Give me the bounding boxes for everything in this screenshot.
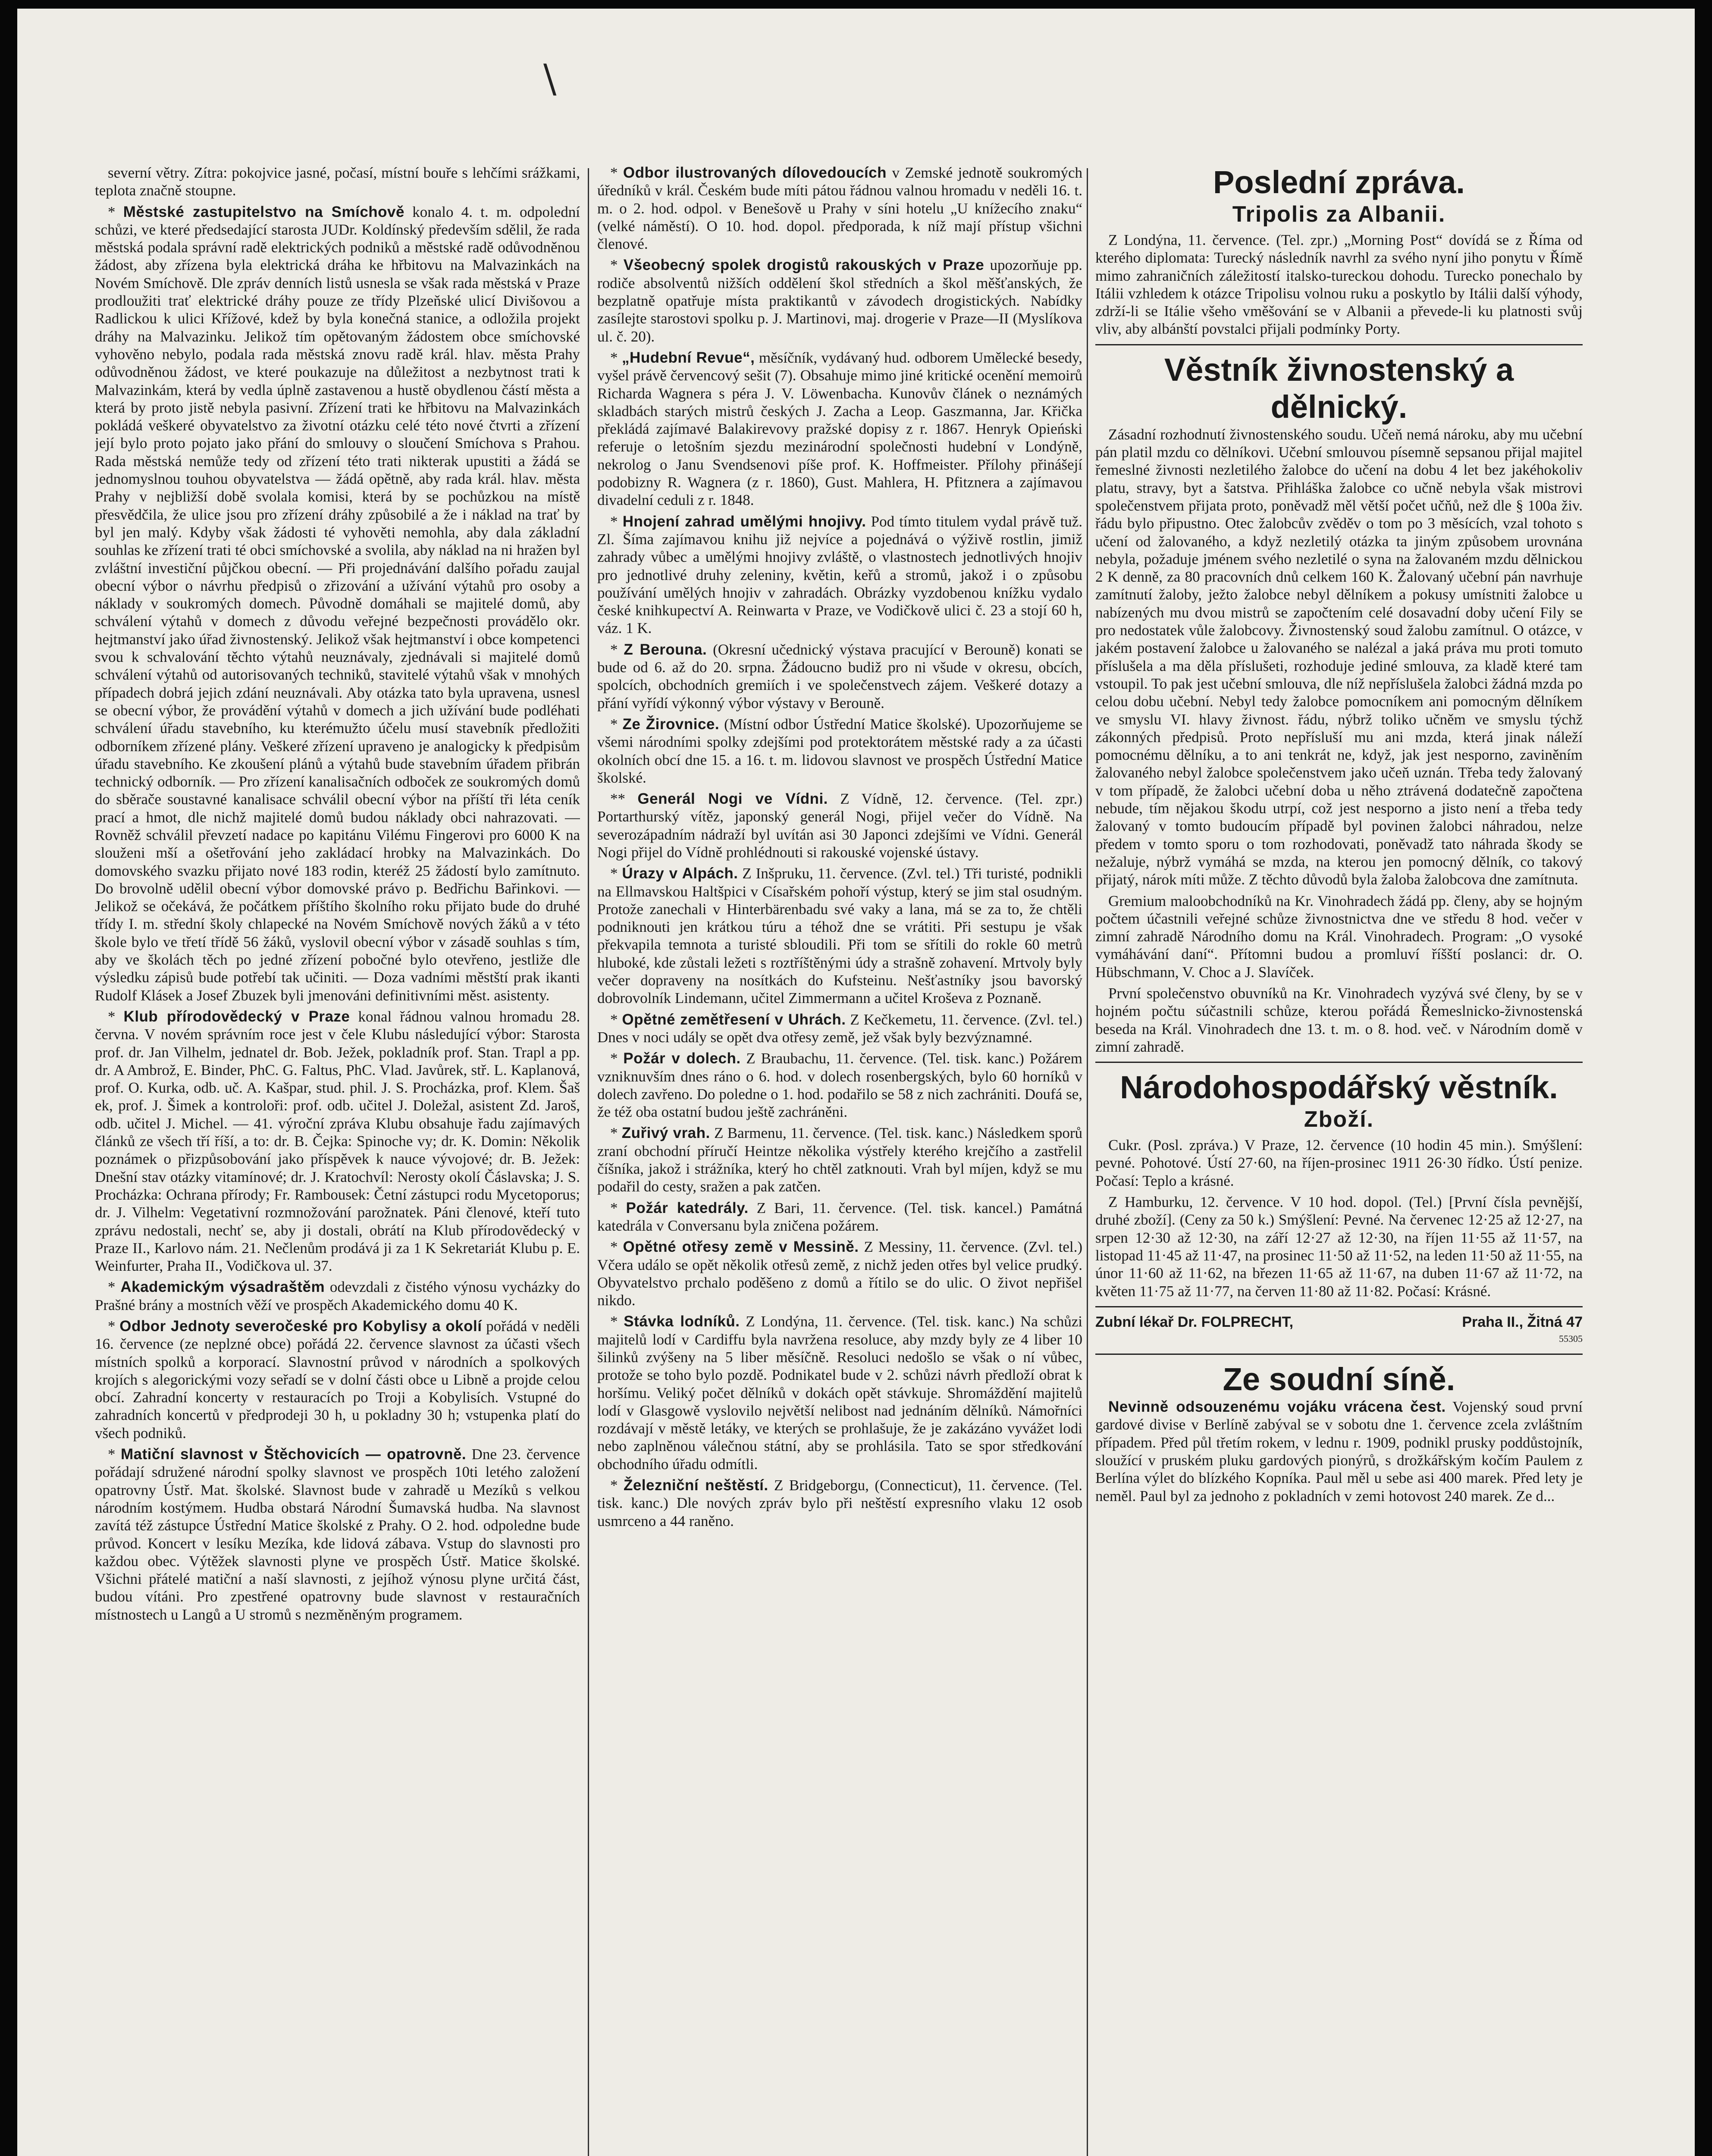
dentist-name: Zubní lékař Dr. FOLPRECHT, <box>1095 1313 1294 1330</box>
section-title-latest-news: Poslední zpráva. <box>1213 164 1465 200</box>
ad-number: 55305 <box>1559 1333 1583 1344</box>
divider <box>1095 344 1583 345</box>
article-fertilizers: * Hnojení zahrad umělými hnojivy. Pod tímto titulem vydal právě tuž. Zl. Šíma zajímavou knihu již nejvíce a pojednává o výživě rostlin, jimiž zahrady vůbec a umělými hnojivy zvláště, o vlastnostech jednotlivých hnojiv pro jednotlivé druhy zeleniny, květin, keřů a stromů, jakož i o způsobu používání umělých hnojiv v zahradách. Obrázky vyzdobenou knížku vydalo české knihkupectví A. Reinwarta v Praze, ve Vodičkově ulici č. 23 a stojí 60 h, váz. 1 K. <box>597 513 1082 637</box>
column-middle <box>597 164 1082 2156</box>
article-lead: Zuřivý vrah. <box>621 1125 710 1142</box>
article-shoemakers <box>1095 984 1583 1056</box>
article-text: upozorňuje pp. rodiče absolventů nižších oddělení škol středních a škol měšťanských, že bezplatně opatřuje místa praktikantů v závodech drogistických. Nabídky zasílejte starostovi spolku p. J. Martinovi, maj. drogerie v Praze—II (Myslíkova ul. č. 20). <box>597 257 1082 345</box>
article-text: Z Vídně, 12. července. (Tel. zpr.) Portarthurský vítěz, japonský generál Nogi, přijel večer do Vídně. Na severozápadním nádraží byl uvítán asi 30 Japonci zdejšími ve Vídni. Generál Nogi přijel do Vídně prohlédnouti si rakouské vojenské ústavy. <box>597 790 1082 861</box>
article-lead: Matiční slavnost v Štěchovicích — opatrovně. <box>121 1446 467 1463</box>
article-earthquake-hungary: * Opětné zemětřesení v Uhrách. Z Kečkemetu, 11. července. (Zvl. tel.) Dnes v noci udály se opět dva otřesy země, jež však byly bezvýznamné. <box>597 1011 1082 1046</box>
article-general-nogi: ** Generál Nogi ve Vídni. Z Vídně, 12. července. (Tel. zpr.) Portarthurský vítěz, japonský generál Nogi, přijel večer do Vídně. Na severozápadním nádraží byl uvítán asi 30 Japonci zdejšími ve Vídni. Generál Nogi přijel do Vídně prohlédnouti si rakouské vojenské ústavy. <box>597 790 1082 861</box>
article-music-revue: * „Hudební Revue“, měsíčník, vydávaný hud. odborem Umělecké besedy, vyšel právě červencový sešit (7). Obsahuje mimo jiné kritické ocenění memoirů Richarda Wagnera s péra J. V. Löwenbacha. Kunovův článek o neznámých skladbách starých mistrů českých J. Zacha a Leop. Gaszmanna, Jar. Křička překládá zajímavé Balakirevovy pražské dopisy z r. 1867. Henryk Opieński referuje o letošním sjezdu mezinárodní společnosti hudební v Londýně, nekrolog o Janu Svendsenovi píše prof. K. Hoffmeister. Přílohy přinášejí podobizny R. Wagnera (z r. 1860), Gust. Mahlera, H. Pfitznera a zajímavou divadelní ceduli z r. 1848. <box>597 349 1082 509</box>
article-lead: Z Berouna. <box>624 641 707 658</box>
section-title-trade: Věstník živnostenský a dělnický. <box>1164 351 1514 425</box>
article-text: konal řádnou valnou hromadu 28. června. V novém správním roce jest v čele Klubu následující výbor: Starosta prof. dr. Jan Vilhelm, jednatel dr. Bob. Ježek, pokladník prof. Stan. Trapl a pp. dr. A Ambrož, E. Binder, PhC. G. Faltus, PhC. Vlad. Javůrek, stř. L. Kaplanová, prof. O. Kurka, odb. uč. A. Kašpar, stud. phil. J. S. Procházka, prof. Klem. Šaš ek, prof. J. Šimek a kontroloři: prof. odb. učitel J. Doležal, asistent Zd. Jaroš, odb. učitel J. Michel. — 41. výroční zpráva Klubu obsahuje řadu zajímavých článků ze všech tří říší, a to: dr. B. Čejka: Spinoche vy; dr. K. Domin: Několik poznámek o přizpůsobování jako příspěvek k nauce vývojové; dr. B. Ježek: Dnešní stav otázky vitamínové; dr. J. Kratochvíl: Nerosty okolí Čáslavska; J. S. Procházka: Ochrana přírody; Fr. Rambousek: Četní zástupci rodu Mycetoporus; dr. J. Vilhelm: Vegetativní rozmnožování parožnatek. Páni členové, kteří tuto zprávu nedostali, nechť se, aby ji dostali, obrátí na Klub přírodovědecký v Praze II., Karlovo nám. 21. Nečlenům prodává ji za 1 K Sekretariát Klubu p. E. Weinfurter, Praha II., Vodičkova ul. 37. <box>95 1008 580 1275</box>
article-text: konalo 4. t. m. odpolední schůzi, ve které předsedající starosta JUDr. Koldínský především sdělil, že rada městská podala správní radě elektrických podniků a městské radě odůvodněnou žádost, aby zřízena byla elektrická dráha ke hřbitovu na Malvazinkách na Novém Smíchově. Dle zpráv denních listů usnesla se však rada městská v Praze prodloužiti trať elektrické dráhy pouze ze třídy Plzeňské ulicí Divišovou a Radlickou k ulici Křížové, kdež by byla konečná stanice, a odložila projekt dráhy na Malvazinku. Jelikož tím opětovaným žádostem obce smíchovské vyhověno nebylo, podala rada městská znovu radě král. hlav. města Prahy odůvodněnou žádost, ve které poukazuje na důležitost a nezbytnost trati k Malvazinkám, která by vedla úplně zastavenou a hustě obydlenou částí města a která by proto jistě nebyla pasivní. Zřízení trati ke hřbitovu na Malvazinkách pokládá veškeré obyvatelstvo za životní otázku celé této nové čtvrti a zřízení její bylo proto pojato jako přání do smlouvy o sloučení Smíchova s Prahou. Rada městská nemůže tedy od zřízení této trati nikterak upustiti a žádá se jednomyslnou touhou obyvatelstva — žádá opětně, aby rada král. hlav. města Prahy v nejbližší době svolala komisi, která by se pochůzkou na místě přesvědčila, že ulice jsou pro zřízení dráhy způsobilé a že i náklad na trať by byl jen malý. Kdyby však žádosti té vyhověti nemohla, aby dala základní souhlas ke zřízení trati té obci smíchovské a svolila, aby náklad na ni hražen byl zvláštní investiční půjčkou obecní. — Při projednávání dalšího pořadu zaujal obecní výbor o návrhu předpisů o zřizování a užívání výtahů pro osoby a náklady v soukromých domech. Původně domáhali se majitelé domů, aby schválení výtahů v domech z důvodu veřejné bezpečnosti provádělo okr. hejtmanství jako úřad živnostenský. Jelikož však hejtmanství i obce kompetenci svou k schvalování těchto výtahů neuznávaly, zjednávali si majitelé domů schválení výtahů od autorisovaných techniků, stavitelé výtahů však v mnohých případech dobrá jejich zdání neuznávali. Aby otázka tato byla upravena, usnesl se obecní výbor, že provádění výtahů v domech a jich užívání bude podléhati schválení úřadu stavebního, ku kterémužto účelu musí stavebník předložiti odborníkem zřízené plány. Veškeré zřízení upraveno je analogicky k předpisům úřadu stavebního. Ke zkoušení plánů a výtahů bude stavebním úřadem přibrán technický odborník. — Pro zřízení kanalisačních odboček ze soukromých domů do sběrače soustavné kanalisace schválil obecní výbor na příští tři léta ceník prací a hmot, dle nichž majitelé domů budou náklady obci nahrazovati. — Rovněž schválil převzetí nadace po kapitánu Vilému Fingerovi pro 6000 K na slouženi mší a ošetřování jeho zakládací hrobky na Malvazinkách. Do domovského svazku přijato nové 183 rodin, kteréž 25 žádostí bylo zamítnuto. Do brovolně udělil obecní výbor domovské právo p. Bedřichu Bařinkovi. — Jelikož se očekává, že počátkem příštího školního roku přijato bude do druhé třídy I. m. střední školy chlapecké na Novém Smíchově nových žáků a v této škole bylo ve třetí třídě 56 žáků, vyslovil obecní výbor v zásadě souhlas s tím, aby ve školách těch po jedné zřízení pobočné bylo otevřeno, jestliže dle výsledku zápisů bude potřebí tak učiniti. — Doza vadními městští prak ikanti Rudolf Klásek a Josef Zbuzek byli jmenováni definitivními měst. asistenty. <box>95 203 580 1004</box>
divider <box>1095 1062 1583 1063</box>
section-subtitle: Tripolis za Albanii. <box>1232 202 1446 227</box>
article-lead: Akademickým výsadraštěm <box>120 1279 325 1296</box>
article-lead: Nevinně odsouzenému vojáku vrácena čest. <box>1108 1398 1446 1416</box>
article-lead: Železniční neštěstí. <box>623 1477 768 1494</box>
article-text: Dne 23. července pořádají sdružené národní spolky slavnost ve prospěch 10ti letého založení opatrovny Ústř. Mat. školské. Slavnost bude v zahradě u Mezíků s velkou národním kostýmem. Hudba obstará Národní Šumavská hudba. Na slavnost zavítá též zástupce Ústřední Matice školské z Prahy. O 2. hod. odpoledne bude průvod. Koncert v lesíku Mezíka, kde lidová zábava. Vstup do slavnosti pro každou obec. Výtěžek slavnosti plyne ve prospěch Ústř. Matice školské. Všichni přátelé matiční a naší slavnosti, z jejíhož výnosu plyne určitá část, budou vítáni. Pro zpestřené opatrovny bude slavnost v restauračních místnostech u Langů a U stromů s nezměněným programem. <box>95 1446 580 1623</box>
section-title-economy: Národohospodářský věstník. <box>1120 1069 1558 1106</box>
article-railway: * Železniční neštěstí. Z Bridgeborgu, (Connecticut), 11. července. (Tel. tisk. kanc.) Dle nových zpráv bylo při neštěstí expresního vlaku 12 osob usmrceno a 44 raněno. <box>597 1477 1082 1529</box>
article-beroun: * Z Berouna. (Okresní učednický výstava pracující v Berouně) konati se bude od 6. až do 20. srpna. Žádoucno budiž pro ni všude v okresu, obcích, spolcích, obchodních gremiích i ve společenstvech zájem. Veškeré dotazy a přání vyřídí výkonný výbor výstavy v Berouně. <box>597 641 1082 711</box>
article-lead: Odbor Jednoty severočeské pro Kobylisy a okolí <box>119 1318 482 1335</box>
article-text: Z Kečkemetu, 11. července. (Zvl. tel.) Dnes v noci udály se opět dva otřesy země, jež však byly bezvýznamné. <box>597 1011 1082 1046</box>
dentist-ad <box>1095 1313 1583 1331</box>
article-alps: * Úrazy v Alpách. Z Inšpruku, 11. července. (Zvl. tel.) Tři turisté, podnikli na Ellmavskou Haltšpici v Císařském pohoří výstup, který se jim stal osudným. Protože zanechali v Hinterbärenbadu své vaky a lana, má se za to, že chtěli podniknouti jen krátkou túru a téhož dne se vrátiti. Při sestupu je však překvapila temnota a turisté sbloudili. Při tom se sřítili do rokle 60 metrů hluboké, kde zůstali ležeti s roztříštěnými údy a strašně zohavení. Mrtvoly byly večer dopraveny na nosítkách do Kufsteinu. Nešťastníky jsou bavorský dobrovolník Lindemann, učitel Zimmermann a učitel Kroševa z Poznaně. <box>597 865 1082 1007</box>
article-text: Z Bridgeborgu, (Connecticut), 11. července. (Tel. tisk. kanc.) Dle nových zpráv bylo při neštěstí expresního vlaku 12 osob usmrceno a 44 raněno. <box>597 1477 1082 1529</box>
article-lead: Stávka lodníků. <box>624 1313 740 1330</box>
article-text: První společenstvo obuvníků na Kr. Vinohradech vyzývá své členy, by se v hojném počtu súčastnili schůze, kterou pořádá Řemeslnicko-živnostenská beseda na Král. Vinohradech dne 13. t. m. o 8. hod. več. v Národním domě v zimní zahradě. <box>1095 984 1583 1055</box>
article-kobylisy: * Odbor Jednoty severočeské pro Kobylisy a okolí pořádá v neděli 16. července (ze neplzné obce) pořádá 22. července slavnost za účasti všech místních spolků a korporací. Slavnostní průvod v národních a spolkových krojích s alegorickými vozy seřadí se v dolní části obce u Libně a projde celou obcí. Zahradní koncerty v restauracích po Troji a Kobylisích. Vstupné do zahradních koncertů v předprodeji 30 h, u pokladny 30 h; vstupenka platí do všech podniků. <box>95 1318 580 1442</box>
article-cathedral: * Požár katedrály. Z Bari, 11. července. (Tel. tisk. kancel.) Památná katedrála v Conversanu byla zničena požárem. <box>597 1199 1082 1234</box>
divider <box>1095 1306 1583 1307</box>
article-lead: Odbor ilustrovaných dílovedoucích <box>623 164 887 181</box>
article-lead: Hnojení zahrad umělými hnojivy. <box>622 513 866 530</box>
article-mine-fire: * Požár v dolech. Z Braubachu, 11. července. (Tel. tisk. kanc.) Požárem vzniknuvším dnes ráno o 6. hod. v dolech rosenbergských, bylo 60 horníků v dolech zavřeno. Do poledne o 1. hod. podařilo se 58 z nich zachrániti. Doufá se, že též oba ostatní budou ještě zachráněni. <box>597 1050 1082 1121</box>
article-lead: Opětné otřesy země v Messině. <box>623 1238 859 1256</box>
article-strike: * Stávka lodníků. Z Londýna, 11. července. (Tel. tisk. kanc.) Na schůzi majitelů lodí v Cardiffu byla navržena resoluce, aby mzdy byly ze 4 liber 10 šilinků zvýšeny na 5 liber měsíčně. Resoluci nedošlo se však o ní vůbec, protože se toho bylo pozdě. Podnikatel bude v 2. schůzi návrh předloží obrat k horšímu. Veliký počet dělníků v dokách opět stávkuje. Shromáždění majitelů lodí v Glasgowě vyslovilo největší nelibost nad jednáním dělníků. Námořníci rozdávají v městě letáky, ve kterých se prohlašuje, že je zakázáno vyvážet lodi nebo zaplněnou válečnou státní, aby se prohlásila. Tato se spor středkování obchodního úřadu odmítli. <box>597 1313 1082 1473</box>
article-messina: * Opětné otřesy země v Messině. Z Messiny, 11. července. (Zvl. tel.) Včera událo se opět několik otřesů země, z nichž jeden otřes byl velice prudký. Obyvatelstvo prchalo poděšeno z domů a řítilo se do ulic. O život nepřišel nikdo. <box>597 1238 1082 1309</box>
article-text: (Okresní učednický výstava pracující v Berouně) konati se bude od 6. až do 20. srpna. Žádoucno budiž pro ni všude v okresu, obcích, spolcích, obchodních gremiích i ve společenstvech zájem. Veškeré dotazy a přání vyřídí výkonný výbor výstavy v Berouně. <box>597 641 1082 711</box>
section-subtitle: Zboží. <box>1304 1107 1374 1132</box>
weather-report <box>95 164 580 200</box>
column-rule <box>1087 168 1088 2156</box>
article-text: severní větry. Zítra: pokojvice jasné, počasí, místní bouře s lehčími srážkami, teplota značně stoupne. <box>95 164 580 199</box>
dentist-address: Praha II., Žitná 47 <box>1462 1313 1583 1330</box>
newspaper-page <box>17 9 1695 2156</box>
article-text: (Místní odbor Ústřední Matice školské). Upozorňujeme se všemi národními spolky zdejšími pod protektorátem městské rady a za účasti okolních obcí dne 15. a 16. t. m. lidovou slavnost ve prospěch Ústřední Matice školské. <box>597 715 1082 786</box>
article-lead: „Hudební Revue“, <box>622 349 755 366</box>
article-lead: Generál Nogi ve Vídni. <box>637 790 828 808</box>
article-lead: Opětné zemětřesení v Uhrách. <box>622 1011 846 1028</box>
article-text: Z Londýna, 11. července. (Tel. tisk. kanc.) Na schůzi majitelů lodí v Cardiffu byla navržena resoluce, aby mzdy byly ze 4 liber 10 šilinků zvýšeny na 5 liber měsíčně. Resoluci nedošlo se však o ní vůbec, protože se toho bylo pozdě. Podnikatel bude v 2. schůzi návrh předloží obrat k horšímu. Veliký počet dělníků v dokách opět stávkuje. Shromáždění majitelů lodí v Glasgowě vyslovilo největší nelibost nad jednáním dělníků. Námořníci rozdávají v městě letáky, ve kterých se prohlašuje, že je zakázáno vyvážet lodi nebo zaplněnou válečnou státní, aby se prohlásila. Tato se spor středkování obchodního úřadu odmítli. <box>597 1313 1082 1473</box>
article-apprentice <box>1095 426 1583 889</box>
article-tripolis <box>1095 231 1583 338</box>
scan-mark: \ <box>543 56 557 101</box>
article-soldier <box>1095 1398 1583 1505</box>
article-nature-club: * Klub přírodovědecký v Praze konal řádnou valnou hromadu 28. června. V novém správním roce jest v čele Klubu následující výbor: Starosta prof. dr. Jan Vilhelm, jednatel dr. Bob. Ježek, pokladník prof. Stan. Trapl a pp. dr. A Ambrož, E. Binder, PhC. G. Faltus, PhC. Vlad. Javůrek, stř. L. Kaplanová, prof. O. Kurka, odb. uč. A. Kašpar, stud. phil. J. S. Procházka, prof. Klem. Šaš ek, prof. J. Šimek a kontroloři: prof. odb. učitel J. Doležal, asistent Zd. Jaroš, odb. učitel J. Michel. — 41. výroční zpráva Klubu obsahuje řadu zajímavých článků ze všech tří říší, a to: dr. B. Čejka: Spinoche vy; dr. K. Domin: Několik poznámek o přizpůsobování jako příspěvek k nauce vývojové; dr. B. Ježek: Dnešní stav otázky vitamínové; dr. J. Kratochvíl: Nerosty okolí Čáslavska; J. S. Procházka: Ochrana přírody; Fr. Rambousek: Četní zástupci rodu Mycetoporus; dr. J. Vilhelm: Vegetativní rozmnožování parožnatek. Páni členové, kteří tuto zprávu nedostali, nechť se, aby ji dostali, obrátí na Klub přírodovědecký v Praze II., Karlovo nám. 21. Nečlenům prodává ji za 1 K Sekretariát Klubu p. E. Weinfurter, Praha II., Vodičkova ul. 37. <box>95 1008 580 1275</box>
column-right <box>1095 164 1583 2156</box>
article-text: Cukr. (Posl. zpráva.) V Praze, 12. července (10 hodin 45 min.). Smýšlení: pevné. Pohotové. Ústí 27·60, na říjen-prosinec 1911 26·30 řídko. Ústí penize. Počasí: Teplo a krásné. <box>1095 1137 1583 1189</box>
article-text: pořádá v neděli 16. července (ze neplzné obce) pořádá 22. července slavnost za účasti všech místních spolků a korporací. Slavnostní průvod v národních a spolkových krojích s alegorickými vozy seřadí se v dolní části obce u Libně a projde celou obcí. Zahradní koncerty v restauracích po Troji a Kobylisích. Vstupné do zahradních koncertů v předprodeji 30 h, u pokladny 30 h; vstupenka platí do všech podniků. <box>95 1318 580 1442</box>
article-smichov-council: * Městské zastupitelstvo na Smíchově konalo 4. t. m. odpolední schůzi, ve které předsedající starosta JUDr. Koldínský především sdělil, že rada městská podala správní radě elektrických podniků a městské radě odůvodněnou žádost, aby zřízena byla elektrická dráha ke hřbitovu na Malvazinkách na Novém Smíchově. Dle zpráv denních listů usnesla se však rada městská v Praze prodloužiti trať elektrické dráhy pouze ze třídy Plzeňské ulicí Divišovou a Radlickou k ulici Křížové, kdež by byla konečná stanice, a odložila projekt dráhy na Malvazinku. Jelikož tím opětovaným žádostem obce smíchovské vyhověno nebylo, podala rada městská znovu radě král. hlav. města Prahy odůvodněnou žádost, ve které poukazuje na důležitost a nezbytnost trati k Malvazinkám, která by vedla úplně zastavenou a hustě obydlenou částí města a která by proto jistě nebyla pasivní. Zřízení trati ke hřbitovu na Malvazinkách pokládá veškeré obyvatelstvo za životní otázku celé této nové čtvrti a zřízení její bylo proto pojato jako přání do smlouvy o sloučení Smíchova s Prahou. Rada městská nemůže tedy od zřízení této trati nikterak upustiti a žádá se jednomyslnou touhou obyvatelstva — žádá opětně, aby rada král. hlav. města Prahy v nejbližší době svolala komisi, která by se pochůzkou na místě přesvědčila, že ulice jsou pro zřízení dráhy způsobilé a že i náklad na trať by byl jen malý. Kdyby však žádosti té vyhověti nemohla, aby dala základní souhlas ke zřízení trati té obci smíchovské a svolila, aby náklad na ni hražen byl zvláštní investiční půjčkou obecní. — Při projednávání dalšího pořadu zaujal obecní výbor o návrhu předpisů o zřizování a užívání výtahů pro osoby a náklady v soukromých domech. Původně domáhali se majitelé domů, aby schválení výtahů v domech z důvodu veřejné bezpečnosti provádělo okr. hejtmanství jako úřad živnostenský. Jelikož však hejtmanství i obce kompetenci svou k schvalování těchto výtahů neuznávaly, zjednávali si majitelé domů schválení výtahů od autorisovaných techniků, stavitelé výtahů však v mnohých případech dobrá jejich zdání neuznávali. Aby otázka tato byla upravena, usnesl se obecní výbor, že provádění výtahů v domech a jich užívání bude podléhati schválení úřadu stavebního, ku kterémužto účelu musí stavebník předložiti odborníkem zřízené plány. Veškeré zřízení upraveno je analogicky k předpisům úřadu stavebního. Ke zkoušení plánů a výtahů bude stavebním úřadem přibrán technický odborník. — Pro zřízení kanalisačních odboček ze soukromých domů do sběrače soustavné kanalisace schválil obecní výbor na příští tři léta ceník prací a hmot, dle nichž majitelé domů budou náklady obci nahrazovati. — Rovněž schválil převzetí nadace po kapitánu Vilému Fingerovi pro 6000 K na slouženi mší a ošetřování jeho zakládací hrobky na Malvazinkách. Do domovského svazku přijato nové 183 rodin, kteréž 25 žádostí bylo zamítnuto. Do brovolně udělil obecní výbor domovské právo p. Bedřichu Bařinkovi. — Jelikož se očekává, že počátkem příštího školního roku přijato bude do druhé třídy I. m. střední školy chlapecké na Novém Smíchově nových žáků a v této škole bylo ve třetí třídě 56 žáků, vyslovil obecní výbor v zásadě souhlas s tím, aby ve školách těch po jedné zřízení pobočné bylo otevřeno, jestliže dle výsledku zápisů bude potřebí tak učiniti. — Doza vadními městští prak ikanti Rudolf Klásek a Josef Zbuzek byli jmenováni definitivními měst. asistenty. <box>95 203 580 1004</box>
article-zirovnice: * Ze Žirovnice. (Místní odbor Ústřední Matice školské). Upozorňujeme se všemi národními spolky zdejšími pod protektorátem městské rady a za účasti okolních obcí dne 15. a 16. t. m. lidovou slavnost ve prospěch Ústřední Matice školské. <box>597 715 1082 786</box>
article-matice-festival: * Matiční slavnost v Štěchovicích — opatrovně. Dne 23. července pořádají sdružené národní spolky slavnost ve prospěch 10ti letého založení opatrovny Ústř. Mat. školské. Slavnost bude v zahradě u Mezíků s velkou národním kostýmem. Hudba obstará Národní Šumavská hudba. Na slavnost zavítá též zástupce Ústřední Matice školské z Prahy. O 2. hod. odpoledne bude průvod. Koncert v lesíku Mezíka, kde lidová zábava. Vstup do slavnosti pro každou obec. Výtěžek slavnosti plyne ve prospěch Ústř. Matice školské. Všichni přátelé matiční a naší slavnosti, z jejíhož výnosu plyne určitá část, budou vítáni. Pro zpestřené opatrovny bude slavnost v restauračních místnostech u Langů a U stromů s nezměněným programem. <box>95 1446 580 1623</box>
article-text: Pod tímto titulem vydal právě tuž. Zl. Šíma zajímavou knihu již nejvíce a pojednává o výživě rostlin, jimiž zahrady vůbec a umělými hnojivy zvláště, o vlastnostech jednotlivých hnojiv pro jednotlivé druhy zeleniny, květin, keřů a stromů, jakož i o způsobu používání umělých hnojiv v zahradách. Obrázky vyzdobenou knížku vydalo české knihkupectví A. Reinwarta v Praze, ve Vodičkově ulici č. 23 a stojí 60 h, váz. 1 K. <box>597 513 1082 637</box>
article-text: Z Londýna, 11. července. (Tel. zpr.) „Morning Post“ dovídá se z Říma od kterého diplomata: Turecký následník navrhl za svého nyní jiho ponytu v Římě mimo zahraničních záležitostí italsko-tureckou dohodu. Turecko ponechalo by Itálii vzhledem k otázce Tripolisu volnou ruku a poskytlo by Itálii další výhody, zdrží-li se Itálie všeho vměšování se v Albanii a převede-li ku platnosti svůj vliv, aby albánští povstalci přijali podmínky Porty. <box>1095 232 1583 338</box>
column-rule <box>588 168 589 2156</box>
article-lead: Klub přírodovědecký v Praze <box>123 1008 350 1025</box>
article-text: Gremium maloobchodníků na Kr. Vinohradech žádá pp. členy, aby se hojným počtem účastnili veřejné schůze živnostnictva dne ve středu 8 hod. večer v zimní zahradě Národního domu na Král. Vinohradech. Program: „O vysoké vymáhávání daní“. Přítomni budou a promluví říšští poslanci: dr. O. Hübschmann, V. Choc a J. Slavíček. <box>1095 892 1583 981</box>
article-lead: Požár v dolech. <box>623 1050 741 1067</box>
article-lead: Městské zastupitelstvo na Smíchově <box>123 203 404 220</box>
article-druggists: * Všeobecný spolek drogistů rakouských v Praze upozorňuje pp. rodiče absolventů nižších oddělení škol středních a škol měšťanských, že bezplatně opatřuje místa praktikantů v závodech drogistických. Nabídky zasílejte starostovi spolku p. J. Martinovi, maj. drogerie v Praze—II (Myslíkova ul. č. 20). <box>597 257 1082 345</box>
article-text: odevzdali z čistého výnosu vycházky do Prašné brány a mostních věží ve prospěch Akademického domu 40 K. <box>95 1279 580 1313</box>
article-hamburg <box>1095 1193 1583 1300</box>
article-illustrators: * Odbor ilustrovaných dílovedoucích v Zemské jednotě soukromých úředníků v král. Českém bude míti pátou řádnou valnou hromadu v neděli 16. t. m. o 2. hod. odpol. v Benešově u Prahy v síni hotelu „U knížecího znaku“ (velké náměstí). O 10. hod. dopol. předporada, k níž mají přístup všichni členové. <box>597 164 1082 253</box>
article-gremium <box>1095 892 1583 981</box>
article-text: Z Barmenu, 11. července. (Tel. tisk. kanc.) Následkem sporů zraní obchodní příručí Heintze několika výstřely kterého krejčího a zastřelil číšníka, jakož i strážníka, který ho chtěl zatknouti. Vrah byl míjen, když se mu podařil do cesty, sražen a pak zatčen. <box>597 1125 1082 1195</box>
article-text: Z Inšpruku, 11. července. (Zvl. tel.) Tři turisté, podnikli na Ellmavskou Haltšpici v Císařském pohoří výstup, který se jim stal osudným. Protože zanechali v Hinterbärenbadu své vaky a lana, má se za to, že chtěli podniknouti jen krátkou túru a téhož dne se vrátiti. Při sestupu je však překvapila temnota a turisté sbloudili. Při tom se sřítili do rokle 60 metrů hluboké, kde zůstali ležeti s roztříštěnými údy a strašně zohavení. Mrtvoly byly večer dopraveny na nosítkách do Kufsteinu. Nešťastníky jsou bavorský dobrovolník Lindemann, učitel Zimmermann a učitel Kroševa z Poznaně. <box>597 865 1082 1007</box>
divider <box>1095 1354 1583 1355</box>
column-left <box>95 164 580 2156</box>
article-text: Vojenský soud první gardové divise v Berlíně zabýval se v sobotu dne 1. července zcela zvláštním případem. Před půl třetím rokem, v lednu r. 1909, podnikl prusky poddůstojník, sloužící v pruském pluku gardových pionýrů, s drožkářským kočím Paulem z Berlína výlet do blízkého Kopníka. Paul měl u sebe asi 400 marek. Před lety je neměl. Paul byl za jednoho z pokladních v zemi hotovost 240 marek. Ze d... <box>1095 1398 1583 1504</box>
article-lead: Ze Žirovnice. <box>622 715 720 733</box>
article-sugar <box>1095 1136 1583 1190</box>
article-academic: * Akademickým výsadraštěm odevzdali z čistého výnosu vycházky do Prašné brány a mostních věží ve prospěch Akademického domu 40 K. <box>95 1279 580 1313</box>
article-murderer: * Zuřivý vrah. Z Barmenu, 11. července. (Tel. tisk. kanc.) Následkem sporů zraní obchodní příručí Heintze několika výstřely kterého krejčího a zastřelil číšníka, jakož i strážníka, který ho chtěl zatknouti. Vrah byl míjen, když se mu podařil do cesty, sražen a pak zatčen. <box>597 1125 1082 1195</box>
article-text: Z Hamburku, 12. července. V 10 hod. dopol. (Tel.) [První čísla pevnější, druhé zboží]. (Ceny za 50 k.) Smýšlení: Pevné. Na červenec 12·25 až 12·27, na srpen 12·30 až 12·30, na září 12·27 až 12·30, na říjen 11·55 až 11·57, na listopad 11·45 až 11·47, na prosinec 11·50 až 11·52, na leden 11·50 až 11·55, na únor 11·60 až 11·62, na březen 11·65 až 11·67, na duben 11·67 až 11·72, na květen 11·75 až 11·77, na červen 11·80 až 11·82. Počasí: Krásné. <box>1095 1194 1583 1300</box>
article-text: Z Messiny, 11. července. (Zvl. tel.) Včera událo se opět několik otřesů země, z nichž jeden otřes byl velice prudký. Obyvatelstvo prchalo poděšeno z domů a řítilo se do ulic. O život nepřišel nikdo. <box>597 1238 1082 1309</box>
article-lead: Požár katedrály. <box>626 1199 749 1216</box>
article-lead: Úrazy v Alpách. <box>622 865 738 882</box>
article-text: měsíčník, vydávaný hud. odborem Umělecké besedy, vyšel právě červencový sešit (7). Obsahuje mimo jiné kritické ocenění memoirů Richarda Wagnera s péra J. V. Löwenbacha. Kunovův článek o neznámých skladbách starých mistrů českých J. Zacha a Leop. Gaszmanna, Jar. Křička překládá zajímavé Balakirevovy pražské dopisy z r. 1867. Henryk Opieński referuje o letošním sjezdu mezinárodní společnosti hudební v Londýně, nekrolog o Janu Svendsenovi píše prof. K. Hoffmeister. Přílohy přinášejí podobizny R. Wagnera (z r. 1860), Gust. Mahlera, H. Pfitznera a zajímavou divadelní ceduli z r. 1848. <box>597 349 1082 509</box>
article-text: Zásadní rozhodnutí živnostenského soudu. Učeň nemá nároku, aby mu učební pán platil mzdu co dělníkovi. Učební smlouvou písemně sepsanou přijal majitel řemeslné živnosti nezletilého žalobce do učení na dobu 4 let bez jakéhokoliv platu, stravy, byt a šatstva. Přihláška žalobce co učně nebyla však mistrovi společenstvem přijata proto, poněvadž měl větší počet učňů, než dle § 100a živ. řádu bylo připustno. Otec žalobcův zvěděv o tom po 3 měsících, vzal tohoto s učení od žalovaného, a když nezletilý otázka ta jiným způsobem urovnána nebyla, požaduje jménem svého nezletilé o syna na žalovaném mzdu dělnickou 2 K denně, za 80 pracovních dnů celkem 160 K. Žalovaný učební pán navrhuje zamítnutí žaloby, ježto žalobce nebyl dělníkem a pokusy umístniti žalobce u nabízených mu dvou mistrů se započtením celé dosavadní doby učení Fily se pro nedostatek vůle žalobcovy. Živnostenský soud žalobu zamítnul. O otázce, v jakém postavení žalobce u žalovaného se nalézal a jaká práva mu proti tomuto příslušela a ma děla příslušeti, rozhoduje jediné smlouva, za kladě které tam vstoupil. To pak jest učební smlouva, dle níž nepříslušela žalobci žádná mzda po celou dobu učební. Nebyl tedy žalobce pomocníkem ani pomocným dělníkem ve smyslu VI. hlavy živnost. řádu, nýbrž toliko učněm ve smyslu týchž zákonných předpisů. Proto nepřísluší mu ani mzda, která jinak náleží pomocnému dělníku, a to ani tenkrát ne, když, jak jest nesporno, zaviněním žalovaného nebyl žalobce společenstvem jako učeň uznán. Třeba tedy žalovaný v tom případě, že žalobci učební doba u něho ztrávená dodatečně započtena nebude, tím nějakou škodu utrpí, což jest nesporno a jisto není a třeba tedy žalovaný v tomto budoucím případě byl povinen žalobci náhradou, nelze předem v tomto sporu o tom rozhodovati, poněvadž tato náhrada škody se nežaluje, nýbrž vymáhá se mzda, na kterou jen pomocný dělník, co takový přijatý, nárok míti může. Z těchto důvodů byla žaloba žalobcova dne zamítnuta. <box>1095 426 1583 888</box>
section-title-court: Ze soudní síně. <box>1223 1361 1455 1398</box>
article-lead: Všeobecný spolek drogistů rakouských v Praze <box>623 257 985 274</box>
article-text: v Zemské jednotě soukromých úředníků v král. Českém bude míti pátou řádnou valnou hromadu v neděli 16. t. m. o 2. hod. odpol. v Benešově u Prahy v síni hotelu „U knížecího znaku“ (velké náměstí). O 10. hod. dopol. předporada, k níž mají přístup všichni členové. <box>597 164 1082 253</box>
article-text: Z Bari, 11. července. (Tel. tisk. kancel.) Památná katedrála v Conversanu byla zničena požárem. <box>597 1199 1082 1234</box>
article-text: Z Braubachu, 11. července. (Tel. tisk. kanc.) Požárem vzniknuvším dnes ráno o 6. hod. v dolech rosenbergských, bylo 60 horníků v dolech zavřeno. Do poledne o 1. hod. podařilo se 58 z nich zachrániti. Doufá se, že též oba ostatní budou ještě zachráněni. <box>597 1050 1082 1121</box>
